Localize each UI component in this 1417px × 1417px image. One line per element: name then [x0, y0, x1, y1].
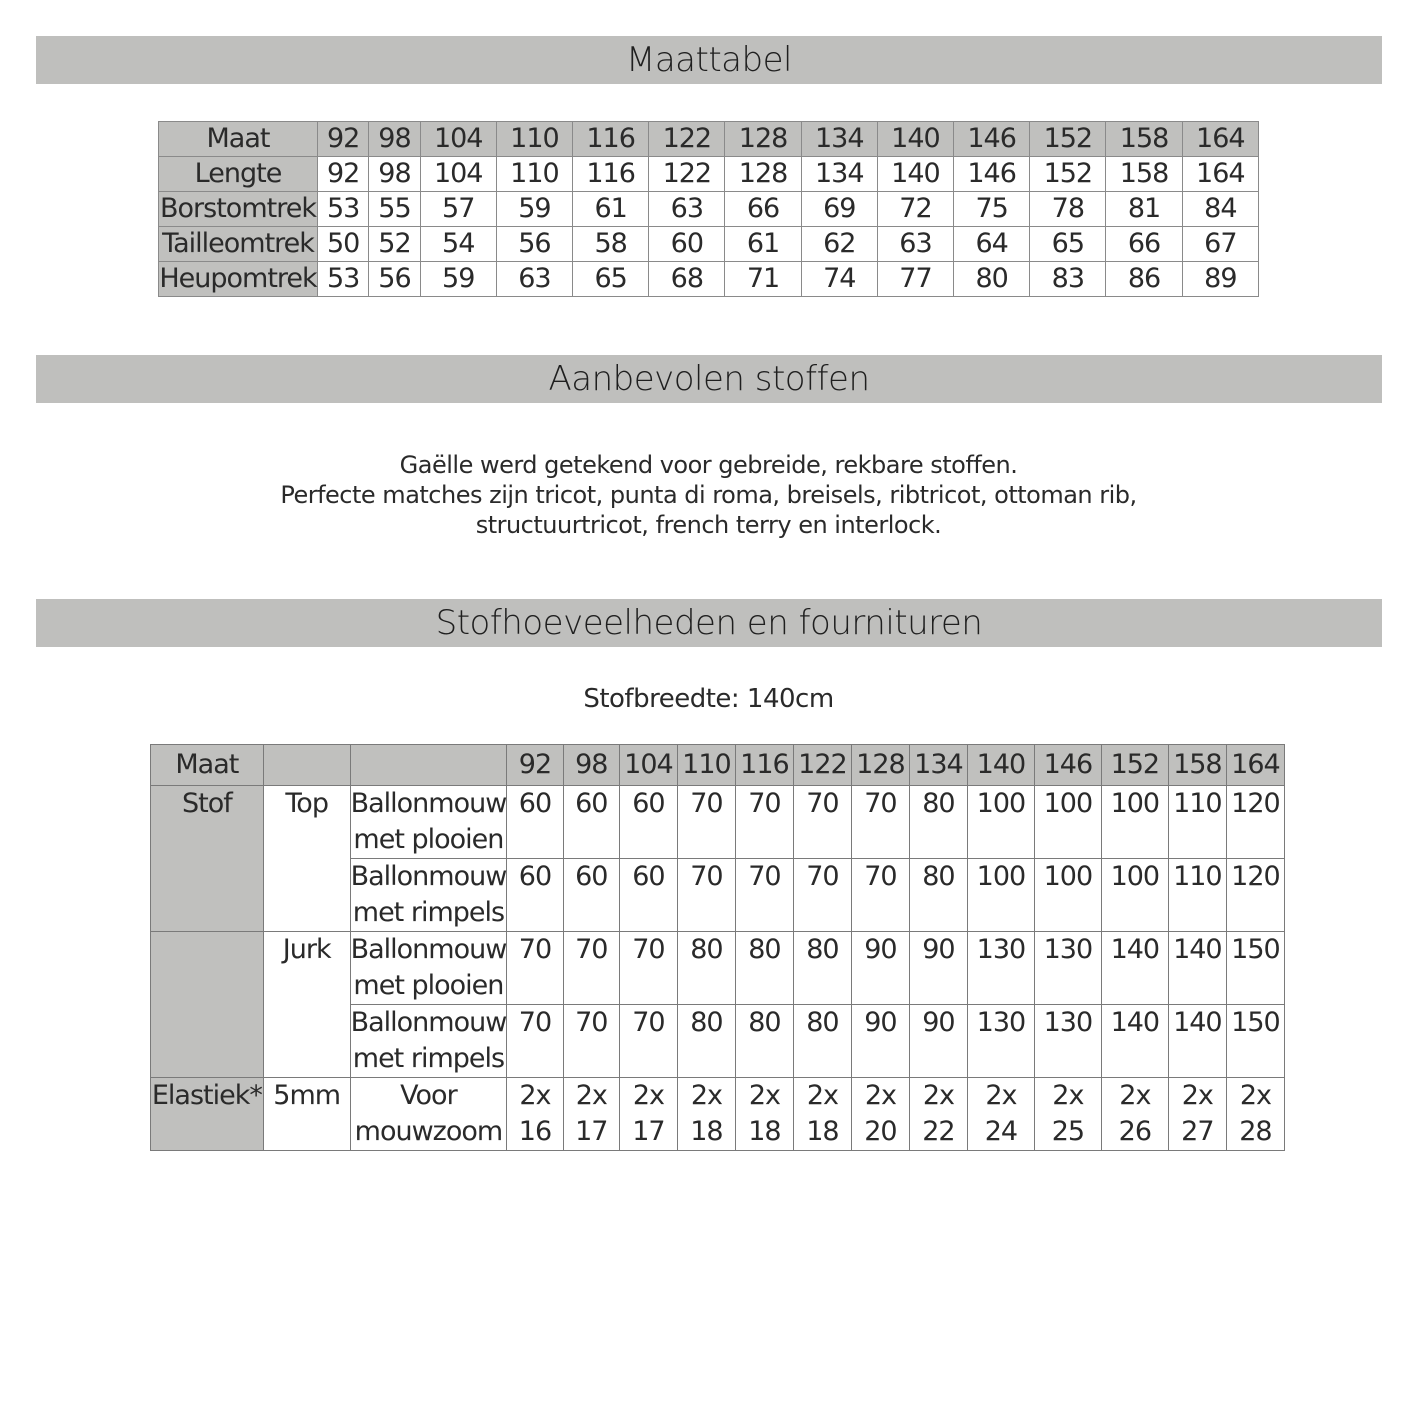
row-label: Heupomtrek	[159, 262, 318, 297]
elastic-prefix: 2x	[1052, 1080, 1084, 1111]
size-header: 134	[801, 122, 877, 157]
measurement-cell: 68	[649, 262, 725, 297]
measurement-cell: 55	[369, 192, 420, 227]
row-label: Tailleomtrek	[159, 227, 318, 262]
quantity-cell: 130	[967, 1005, 1034, 1078]
quantity-cell: 70	[677, 786, 735, 859]
header-label: Maat	[159, 122, 318, 157]
quantity-cell: 130	[1034, 1005, 1101, 1078]
variant-cell	[350, 932, 507, 1005]
measurement-cell: 116	[573, 157, 649, 192]
elastic-prefix: 2x	[1239, 1080, 1271, 1111]
quantity-cell: 90	[909, 1005, 967, 1078]
elastic-prefix: 2x	[519, 1080, 551, 1111]
quantity-cell: 110	[1168, 859, 1226, 932]
variant-cell	[350, 1005, 507, 1078]
header-empty	[263, 745, 350, 786]
fabric-line: Perfecte matches zijn tricot, punta di roma, breisels, ribtricot, ottoman rib,	[280, 481, 1137, 509]
quantity-cell: 120	[1226, 786, 1284, 859]
measurement-cell: 146	[954, 157, 1030, 192]
quantity-cell: 100	[1034, 859, 1101, 932]
section-title: Maattabel	[626, 40, 792, 80]
quantity-cell: 100	[967, 786, 1034, 859]
fabric-recommendation	[0, 450, 1417, 540]
fabric-width: Stofbreedte: 140cm	[583, 684, 834, 714]
size-header: 140	[877, 122, 953, 157]
size-header: 98	[563, 745, 619, 786]
section-title: Stofhoeveelheden en fournituren	[435, 603, 983, 643]
elastic-prefix: 2x	[748, 1080, 781, 1111]
size-header: 128	[851, 745, 909, 786]
size-header: 104	[619, 745, 677, 786]
size-header: 92	[318, 122, 369, 157]
size-header: 110	[496, 122, 572, 157]
measurement-cell: 52	[369, 227, 420, 262]
variant-line: Ballonmouw	[350, 861, 507, 892]
measurement-cell: 66	[1106, 227, 1182, 262]
measurement-cell: 152	[1030, 157, 1106, 192]
quantity-cell: 100	[1101, 786, 1168, 859]
size-header: 92	[507, 745, 563, 786]
quantity-cell: 60	[507, 786, 563, 859]
measurement-cell: 61	[573, 192, 649, 227]
size-header: 116	[735, 745, 793, 786]
measurement-cell: 63	[496, 262, 572, 297]
size-header: 146	[1034, 745, 1101, 786]
fabric-line: structuurtricot, french terry en interlock.	[475, 511, 942, 539]
measurement-cell: 58	[573, 227, 649, 262]
quantity-cell: 60	[507, 859, 563, 932]
measurement-cell: 74	[801, 262, 877, 297]
elastic-cell	[1034, 1078, 1101, 1151]
size-header: 122	[649, 122, 725, 157]
measurement-cell: 56	[369, 262, 420, 297]
variant-line: met plooien	[353, 970, 504, 1001]
quantity-cell: 70	[619, 1005, 677, 1078]
measurement-cell: 65	[573, 262, 649, 297]
elastic-cell	[909, 1078, 967, 1151]
table-row	[159, 157, 1259, 192]
measurement-cell: 83	[1030, 262, 1106, 297]
quantity-cell: 80	[909, 786, 967, 859]
elastic-prefix: 2x	[632, 1080, 665, 1111]
elastic-length: 17	[632, 1116, 665, 1147]
header-empty	[350, 745, 507, 786]
quantity-cell: 60	[619, 859, 677, 932]
size-header: 158	[1168, 745, 1226, 786]
elastic-prefix: 2x	[575, 1080, 607, 1111]
size-header: 104	[420, 122, 496, 157]
size-header: 152	[1101, 745, 1168, 786]
variant-line: met plooien	[353, 824, 504, 855]
measurement-cell: 62	[801, 227, 877, 262]
elastic-cell	[851, 1078, 909, 1151]
size-header: 152	[1030, 122, 1106, 157]
category-cell: Elastiek*	[151, 1078, 264, 1151]
measurement-cell: 66	[725, 192, 801, 227]
table-row	[159, 227, 1259, 262]
quantity-cell: 60	[563, 859, 619, 932]
measurement-cell: 164	[1182, 157, 1258, 192]
quantity-cell: 100	[967, 859, 1034, 932]
elastic-cell	[677, 1078, 735, 1151]
quantity-cell: 150	[1226, 932, 1284, 1005]
quantity-cell: 130	[967, 932, 1034, 1005]
size-header: 128	[725, 122, 801, 157]
section-title: Aanbevolen stoffen	[548, 359, 870, 399]
elastic-cell	[793, 1078, 851, 1151]
variant-line: Ballonmouw	[350, 788, 507, 819]
measurement-cell: 53	[318, 262, 369, 297]
quantity-cell: 80	[909, 859, 967, 932]
measurement-cell: 53	[318, 192, 369, 227]
elastic-cell	[967, 1078, 1034, 1151]
size-header: 134	[909, 745, 967, 786]
variant-line: mouwzoom	[354, 1116, 503, 1147]
measurement-cell: 128	[725, 157, 801, 192]
table-row	[159, 262, 1259, 297]
size-header: 98	[369, 122, 420, 157]
table-header-row	[159, 122, 1259, 157]
quantity-cell: 70	[563, 932, 619, 1005]
quantity-cell: 80	[677, 1005, 735, 1078]
quantity-cell: 80	[735, 1005, 793, 1078]
elastic-length: 25	[1051, 1116, 1085, 1147]
measurement-cell: 71	[725, 262, 801, 297]
elastic-prefix: 2x	[690, 1080, 723, 1111]
variant-cell	[350, 786, 507, 859]
fabric-line: Gaëlle werd getekend voor gebreide, rekbare stoffen.	[399, 451, 1018, 479]
elastic-length: 18	[806, 1116, 839, 1147]
elastic-prefix: 2x	[1119, 1080, 1151, 1111]
measurement-cell: 80	[954, 262, 1030, 297]
variant-line: Ballonmouw	[350, 934, 507, 965]
variant-cell	[350, 859, 507, 932]
quantity-cell: 90	[851, 932, 909, 1005]
elastic-cell	[1226, 1078, 1284, 1151]
elastic-cell	[1168, 1078, 1226, 1151]
elastic-length: 26	[1118, 1116, 1152, 1147]
measurement-cell: 122	[649, 157, 725, 192]
variant-line: Voor	[400, 1080, 457, 1111]
measurement-cell: 104	[420, 157, 496, 192]
quantity-cell: 150	[1226, 1005, 1284, 1078]
measurement-cell: 134	[801, 157, 877, 192]
elastic-cell	[563, 1078, 619, 1151]
quantity-cell: 110	[1168, 786, 1226, 859]
elastic-cell	[619, 1078, 677, 1151]
measurement-cell: 92	[318, 157, 369, 192]
measurement-cell: 65	[1030, 227, 1106, 262]
size-header: 116	[573, 122, 649, 157]
measurement-cell: 75	[954, 192, 1030, 227]
measurement-cell: 72	[877, 192, 953, 227]
header-label: Maat	[151, 745, 264, 786]
elastic-length: 17	[575, 1116, 608, 1147]
fabric-quantity-table	[150, 744, 1285, 1151]
row-label: Lengte	[159, 157, 318, 192]
measurement-cell: 69	[801, 192, 877, 227]
table-row	[159, 192, 1259, 227]
section-header-maattabel	[36, 36, 1382, 84]
size-header: 146	[954, 122, 1030, 157]
quantity-cell: 90	[851, 1005, 909, 1078]
measurement-cell: 59	[496, 192, 572, 227]
elastic-prefix: 2x	[985, 1080, 1017, 1111]
elastic-length: 22	[922, 1116, 955, 1147]
item-cell: Top	[263, 786, 350, 932]
table-header-row	[151, 745, 1285, 786]
measurement-cell: 77	[877, 262, 953, 297]
elastic-length: 18	[690, 1116, 723, 1147]
measurement-cell: 78	[1030, 192, 1106, 227]
table-row	[151, 786, 1285, 859]
measurement-cell: 63	[649, 192, 725, 227]
quantity-cell: 70	[735, 859, 793, 932]
variant-line: met rimpels	[352, 897, 505, 928]
item-cell: 5mm	[263, 1078, 350, 1151]
measurement-cell: 81	[1106, 192, 1182, 227]
quantity-cell: 70	[507, 932, 563, 1005]
quantity-cell: 70	[677, 859, 735, 932]
quantity-cell: 70	[851, 786, 909, 859]
measurement-cell: 54	[420, 227, 496, 262]
measurement-cell: 63	[877, 227, 953, 262]
measurement-cell: 86	[1106, 262, 1182, 297]
measurement-cell: 140	[877, 157, 953, 192]
quantity-cell: 70	[793, 859, 851, 932]
variant-line: Ballonmouw	[350, 1007, 507, 1038]
measurement-cell: 110	[496, 157, 572, 192]
size-table	[158, 121, 1259, 297]
size-header: 164	[1226, 745, 1284, 786]
measurement-cell: 57	[420, 192, 496, 227]
elastic-length: 24	[984, 1116, 1018, 1147]
quantity-cell: 80	[677, 932, 735, 1005]
measurement-cell: 89	[1182, 262, 1258, 297]
quantity-cell: 140	[1101, 932, 1168, 1005]
section-header-stoffen	[36, 355, 1382, 403]
elastic-cell	[507, 1078, 563, 1151]
elastic-length: 28	[1239, 1116, 1272, 1147]
size-header: 158	[1106, 122, 1182, 157]
table-row	[151, 932, 1285, 1005]
elastic-length: 20	[864, 1116, 897, 1147]
quantity-cell: 120	[1226, 859, 1284, 932]
quantity-cell: 100	[1101, 859, 1168, 932]
size-header: 122	[793, 745, 851, 786]
quantity-cell: 70	[507, 1005, 563, 1078]
quantity-cell: 90	[909, 932, 967, 1005]
quantity-cell: 140	[1168, 932, 1226, 1005]
elastic-prefix: 2x	[1181, 1080, 1213, 1111]
quantity-cell: 70	[793, 786, 851, 859]
measurement-cell: 50	[318, 227, 369, 262]
measurement-cell: 59	[420, 262, 496, 297]
quantity-cell: 80	[793, 1005, 851, 1078]
measurement-cell: 61	[725, 227, 801, 262]
elastic-length: 16	[518, 1116, 552, 1147]
quantity-cell: 60	[619, 786, 677, 859]
quantity-cell: 70	[619, 932, 677, 1005]
elastic-length: 27	[1181, 1116, 1214, 1147]
size-header: 110	[677, 745, 735, 786]
quantity-cell: 70	[735, 786, 793, 859]
measurement-cell: 56	[496, 227, 572, 262]
elastic-prefix: 2x	[922, 1080, 955, 1111]
quantity-cell: 70	[851, 859, 909, 932]
quantity-cell: 130	[1034, 932, 1101, 1005]
elastic-cell	[1101, 1078, 1168, 1151]
quantity-cell: 140	[1168, 1005, 1226, 1078]
quantity-cell: 140	[1101, 1005, 1168, 1078]
elastic-cell	[735, 1078, 793, 1151]
variant-cell	[350, 1078, 507, 1151]
measurement-cell: 98	[369, 157, 420, 192]
quantity-cell: 100	[1034, 786, 1101, 859]
item-cell: Jurk	[263, 932, 350, 1078]
measurement-cell: 158	[1106, 157, 1182, 192]
size-header: 140	[967, 745, 1034, 786]
elastic-prefix: 2x	[864, 1080, 897, 1111]
quantity-cell: 80	[793, 932, 851, 1005]
quantity-cell: 60	[563, 786, 619, 859]
elastic-length: 18	[748, 1116, 781, 1147]
quantity-cell: 70	[563, 1005, 619, 1078]
measurement-cell: 67	[1182, 227, 1258, 262]
size-header: 164	[1182, 122, 1258, 157]
elastic-prefix: 2x	[806, 1080, 839, 1111]
section-header-stofhoeveelheden	[36, 599, 1382, 647]
table-row-elastic	[151, 1078, 1285, 1151]
category-cell	[151, 932, 264, 1078]
variant-line: met rimpels	[352, 1043, 505, 1074]
measurement-cell: 84	[1182, 192, 1258, 227]
category-cell: Stof	[151, 786, 264, 932]
measurement-cell: 64	[954, 227, 1030, 262]
measurement-cell: 60	[649, 227, 725, 262]
row-label: Borstomtrek	[159, 192, 318, 227]
quantity-cell: 80	[735, 932, 793, 1005]
